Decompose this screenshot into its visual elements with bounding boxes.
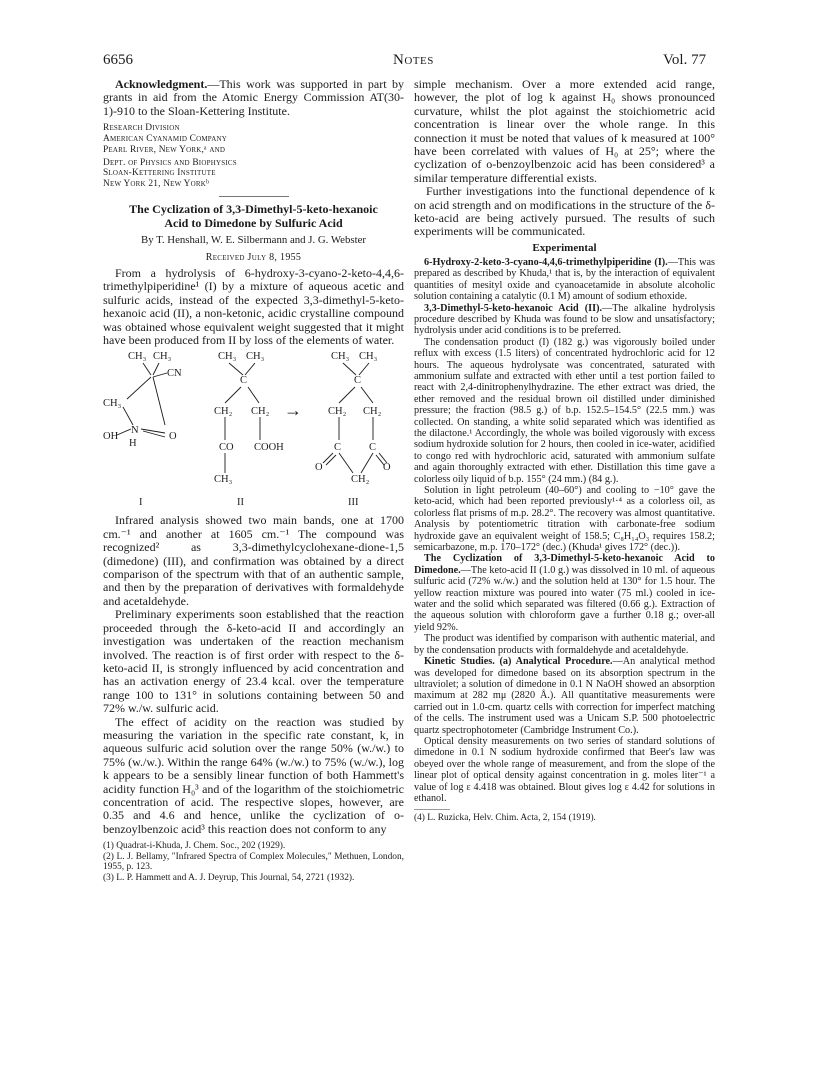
scheme-label: H xyxy=(129,438,137,450)
received-date: Received July 8, 1955 xyxy=(205,252,302,263)
scheme-label: C xyxy=(240,375,248,387)
footnote: (3) L. P. Hammett and A. J. Deyrup, This Journal, 54, 2721 (1932). xyxy=(103,872,355,883)
structure-numeral-i: I xyxy=(139,497,143,509)
exp-section-1 xyxy=(414,257,715,303)
scheme-label: CH₃ xyxy=(128,351,147,363)
preliminary-paragraph: Preliminary experiments soon established that the reaction proceeded through the δ-keto-acid II and accordingly an investigation was undertaken of the reaction mechanism involved. The reaction is of first order with respect to the δ-keto-acid II, is strongly influenced by acid concentration and has an activation energy of 23.4 kcal. over the temperature range 100 to 131° in solutions containing between 50 and 72% w./w. sulfuric acid. xyxy=(103,607,404,716)
scheme-label: CH₂ xyxy=(363,406,382,418)
footnotes-left xyxy=(103,841,404,883)
left-column xyxy=(103,78,404,883)
affiliation-line: New York 21, New Yorkᵇ xyxy=(103,179,210,190)
affiliations xyxy=(103,123,404,190)
exp-section-3-title: The Cyclization of 3,3-Dimethyl-5-keto-hexanoic Acid to Dimedone. xyxy=(414,553,715,576)
footnote: (4) L. Ruzicka, Helv. Chim. Acta, 2, 154 (1919). xyxy=(414,813,596,824)
scheme-label: O xyxy=(169,431,177,443)
article-title-line-1: The Cyclization of 3,3-Dimethyl-5-keto-hexanoic xyxy=(129,202,378,216)
scheme-label: C xyxy=(369,442,377,454)
intro-paragraph: From a hydrolysis of 6-hydroxy-3-cyano-2-keto-4,4,6-trimethylpiperidine¹ (I) by a mixture of aqueous acetic and sulfuric acids, instead of the expected 3,3-dimethyl-5-keto-hexanoic acid (II), a non-ketonic, acidic crystalline compound was obtained whose equivalent weight suggested that it might have been produced from II by loss of the elements of water. xyxy=(103,266,404,348)
affiliation-line: Pearl River, New York,ᵃ and xyxy=(103,144,226,155)
footnote: (1) Quadrat-i-Khuda, J. Chem. Soc., 202 (1929). xyxy=(103,841,286,852)
acidity-paragraph: The effect of acidity on the reaction was studied by measuring the variation in the specific rate constant, k, in aqueous sulfuric acid solution over the range 50% (w./w.) to 75% (w./w.). Within the range 64% (w./w.) to 75% (w./w.), log k appears to be a sensibly linear function of both Hammett's acidity function H₀³ and of the logarithm of the stoichiometric concentration of acid. The respective slopes, however, are 0.35 and 4.6 and hence, unlike the cyclization of o-benzoylbenzoic acid³ this reaction does not conform to any xyxy=(103,714,404,836)
experimental-heading: Experimental xyxy=(532,241,597,254)
section-title: Notes xyxy=(393,52,434,68)
footnote: (2) L. J. Bellamy, "Infrared Spectra of Complex Molecules," Methuen, London, 1955, p. 123. xyxy=(103,851,404,873)
exp-section-3 xyxy=(414,553,715,633)
reaction-arrow: → xyxy=(284,400,302,421)
mechanism-paragraph: simple mechanism. Over a more extended acid range, however, the plot of log k against H₀ shows pronounced curvature, whilst the plot against the stoichiometric acid concentration is linear over the whole range. In this connection it must be noted that values of k measured at 100° have been correlated with values of H₀ at 25°; where the cyclization of o-benzoylbenzoic acid has been considered³ a similar temperature differential exists. xyxy=(414,77,715,185)
acknowledgment-label: Acknowledgment. xyxy=(115,77,208,91)
affiliation-line: Research Division xyxy=(103,123,180,134)
exp-section-2-para-3: Solution in light petroleum (40–60°) and cooling to −10° gave the keto-acid, which had been reported previously¹·⁴ as a colorless oil, as colorless flat prisms of m.p. 28.2°. The recovery was almost quantitative. Analysis by potentiometric titration with carbonate-free sodium hydroxide gave an equivalent weight of 158.5; C₈H₁₄O₃ requires 158.2; semicarbazone, m.p. 170–172° (dec.) (Khuda¹ gives 172° (dec.)). xyxy=(414,485,715,554)
scheme-label: CH₃ xyxy=(331,351,350,363)
scheme-label: C xyxy=(354,375,362,387)
scheme-label: CN xyxy=(167,368,182,380)
scheme-label: COOH xyxy=(254,442,284,454)
scheme-label: CH₃ xyxy=(218,351,237,363)
infrared-paragraph: Infrared analysis showed two main bands, one at 1700 cm.⁻¹ and another at 1605 cm.⁻¹ The compound was recognized² as 3,3-dimethylcyclohexane-dione-1,5 (dimedone) (III), and confirmation was obtained by a direct comparison of the spectrum with that of an authentic sample, and then by the preparation of derivatives with formaldehyde and acetaldehyde. xyxy=(103,513,404,608)
scheme-label: N xyxy=(131,425,139,437)
scheme-label: CH₂ xyxy=(328,406,347,418)
acknowledgment-text: —This work was supported in part by grants in aid from the Atomic Energy Commission AT(30-1)-910 to the Sloan-Kettering Institute. xyxy=(103,77,404,118)
scheme-label: C xyxy=(334,442,342,454)
exp-section-2 xyxy=(414,303,715,337)
acknowledgment xyxy=(103,78,404,118)
divider xyxy=(219,196,289,197)
scheme-label: CH₂ xyxy=(251,406,270,418)
volume-label: Vol. 77 xyxy=(663,52,707,68)
scheme-label: O xyxy=(383,462,391,474)
byline: By T. Henshall, W. E. Silbermann and J. G. Webster xyxy=(141,234,366,246)
scheme-label: CH₃ xyxy=(153,351,172,363)
scheme-label: CH₂ xyxy=(214,406,233,418)
affiliation-line: American Cyanamid Company xyxy=(103,134,227,145)
right-column xyxy=(414,78,715,824)
page-number: 6656 xyxy=(103,52,133,68)
exp-section-4-title: Kinetic Studies. (a) Analytical Procedure. xyxy=(424,656,613,668)
exp-section-2-title: 3,3-Dimethyl-5-keto-hexanoic Acid (II). xyxy=(424,302,603,314)
exp-section-2-para-2: The condensation product (I) (182 g.) was vigorously boiled under reflux with excess (1.5 liters) of concentrated hydrochloric acid for 12 hours. The aqueous hydrolysate was concentrated, saturated with ammonium sulfate and extracted with ether until a test portion failed to react with 2,4-dinitrophenylhydrazine. The ether extract was dried, the ether removed and the residual brown oil distilled under diminished pressure; the fraction (98.5 g.) of b.p. 152.5–154.5° (22.5 mm.) was collected. On standing, a white solid separated which was identified as the dilactone.¹ Accordingly, the whole was boiled vigorously with excess sodium hydroxide solution for 2 hours, then cooled in ice-water, acidified to congo red with hydrochloric acid, saturated with ammonium sulfate and again thoroughly extracted with ether. Distillation this time gave a colorless oily liquid of b.p. 155° (24 mm.) (84 g.). xyxy=(414,336,715,485)
scheme-label: CH₃ xyxy=(214,474,233,486)
exp-section-3-para-2: The product was identified by comparison with authentic material, and by the condensation products with formaldehyde and acetaldehyde. xyxy=(414,633,715,656)
exp-section-4 xyxy=(414,656,715,736)
scheme-label: CH₃ xyxy=(246,351,265,363)
structure-numeral-ii: II xyxy=(237,497,244,509)
exp-section-1-title: 6-Hydroxy-2-keto-3-cyano-4,4,6-trimethylpiperidine (I). xyxy=(424,256,668,268)
structure-numeral-iii: III xyxy=(348,497,359,509)
scheme-label: CH₃ xyxy=(359,351,378,363)
affiliation-line: Dept. of Physics and Biophysics xyxy=(103,157,237,168)
scheme-label: CH₂ xyxy=(351,474,370,486)
reaction-scheme xyxy=(103,347,404,509)
exp-section-4-text: —An analytical method was developed for dimedone based on its absorption spectrum in the ultraviolet; a solution of dimedone in 0.1 N NaOH showed an absorption maximum at 282 mμ (2820 Å.). All quantitative measurements were carried out in 1.0-cm. quartz cells with correction for imperfect matching of the cells. The instrument used was a Unicam S.P. 500 photoelectric quartz spectrophotometer (Cambridge Instrument Co.). xyxy=(414,656,716,736)
exp-section-1-text: —This was prepared as described by Khuda,¹ that is, by the interaction of equivalent quantities of mesityl oxide and cyanoacetamide in absolute alcoholic solution containing a catalytic (0.1 M) amount of sodium ethoxide. xyxy=(414,256,715,303)
scheme-label: CH₃ xyxy=(103,398,122,410)
scheme-label: OH xyxy=(103,431,119,443)
exp-section-3-text: —The keto-acid II (1.0 g.) was dissolved in 10 ml. of aqueous sulfuric acid (72% w./w.) and the solution held at 130° for 1.5 hour. The yellow reaction mixture was poured into water (75 ml.) cooled in ice-water and the solid which separated was filtered (0.66 g.). Extraction of the aqueous solution with chloroform gave a further 0.18 g.; over-all yield 92%. xyxy=(414,564,715,633)
exp-section-4-para-2: Optical density measurements on two series of standard solutions of dimedone in 0.1 N sodium hydroxide confirmed that Beer's law was obeyed over the whole range of measurement, and from the slope of the linear plot of optical density against concentration in g. moles liter⁻¹ a value of log ε 4.418 was obtained. Blout gives log ε 4.42 for solutions in ethanol. xyxy=(414,735,715,804)
scheme-label: CO xyxy=(219,442,234,454)
further-investigations-paragraph: Further investigations into the functional dependence of k on acid strength and on modifications in the structure of the δ-keto-acid are being actively pursued. The results of such experiments will be communicated. xyxy=(414,184,715,239)
scheme-label: O xyxy=(315,462,323,474)
exp-section-2-text: —The alkaline hydrolysis procedure described by Khuda was found to be slow and unsatisfactory; hydrolysis under acid conditions is to be preferred. xyxy=(414,302,715,337)
affiliation-line: Sloan-Kettering Institute xyxy=(103,168,216,179)
footnote-rule xyxy=(414,809,450,810)
article-title-line-2: Acid to Dimedone by Sulfuric Acid xyxy=(164,215,343,230)
